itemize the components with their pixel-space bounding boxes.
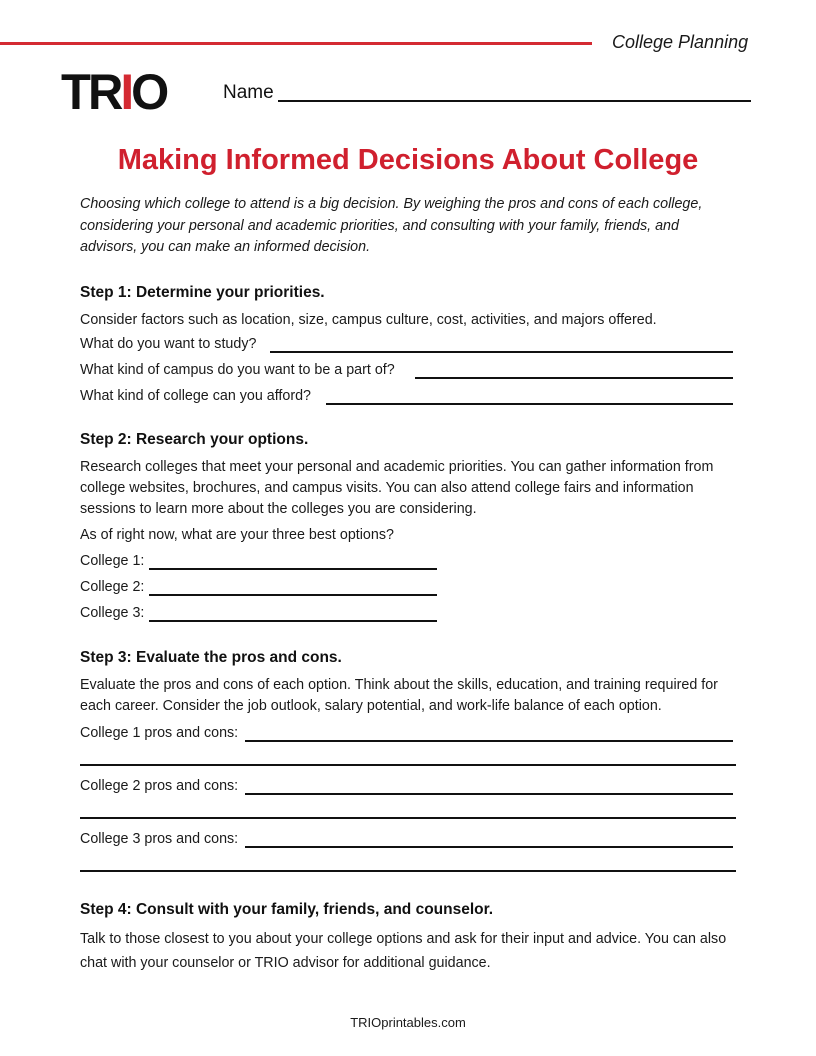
step-4-text: Talk to those closest to you about your college options and ask for their input and advice. You can also chat with your counselor or TRIO advisor for additional guidance.	[80, 931, 727, 971]
step-3-heading: Step 3: Evaluate the pros and cons.	[80, 649, 342, 666]
logo-text-prefix: TR	[61, 64, 121, 120]
college-1-answer-line[interactable]	[149, 568, 437, 570]
college-3-label: College 3:	[80, 605, 145, 621]
college-2-label: College 2:	[80, 579, 145, 595]
college-2-pros-cons-line[interactable]	[245, 793, 733, 795]
college-1-pros-cons-label: College 1 pros and cons:	[80, 725, 239, 741]
college-2-pros-cons-line-2[interactable]	[80, 817, 736, 819]
campus-answer-line[interactable]	[415, 377, 733, 379]
intro-text: Choosing which college to attend is a big decision. By weighing the pros and cons of each college, considering your personal and academic priorities, and consulting with your family, friends, and advisors, you can make an informed decision.	[80, 196, 703, 255]
college-2-pros-cons-label: College 2 pros and cons:	[80, 778, 239, 794]
college-3-answer-line[interactable]	[149, 620, 437, 622]
step-2-text: Research colleges that meet your personal and academic priorities. You can gather information from college websites, brochures, and campus visits. You can also attend college fairs and information sessions to learn more about the colleges you are considering.	[80, 459, 714, 517]
college-3-pros-cons-line-2[interactable]	[80, 870, 736, 872]
step-2-heading: Step 2: Research your options.	[80, 431, 309, 448]
name-field-line[interactable]	[278, 100, 751, 102]
page-title: Making Informed Decisions About College	[117, 144, 699, 176]
category-label: College Planning	[612, 32, 749, 52]
step-1-prompt-afford: What kind of college can you afford?	[80, 388, 312, 404]
college-3-pros-cons-label: College 3 pros and cons:	[80, 831, 239, 847]
footer-site: TRIOprintables.com	[350, 1015, 466, 1030]
step-1-prompt-campus: What kind of campus do you want to be a part of?	[80, 362, 395, 378]
college-2-answer-line[interactable]	[149, 594, 437, 596]
name-label: Name	[223, 82, 274, 103]
college-3-pros-cons-line[interactable]	[245, 846, 733, 848]
step-3-text: Evaluate the pros and cons of each option. Think about the skills, education, and training required for each career. Consider the job outlook, salary potential, and work-life balance of each option.	[80, 677, 718, 714]
header-rule	[0, 42, 592, 45]
logo-text-suffix: O	[131, 64, 167, 120]
step-1-text: Consider factors such as location, size, campus culture, cost, activities, and majors offered.	[80, 312, 657, 328]
step-4-heading: Step 4: Consult with your family, friends, and counselor.	[80, 901, 494, 918]
step-2-question: As of right now, what are your three best options?	[80, 527, 394, 543]
afford-answer-line[interactable]	[326, 403, 733, 405]
step-1-prompt-study: What do you want to study?	[80, 336, 257, 352]
college-1-label: College 1:	[80, 553, 145, 569]
logo-text-accent: I	[120, 64, 132, 120]
trio-logo	[61, 66, 166, 118]
college-1-pros-cons-line[interactable]	[245, 740, 733, 742]
study-answer-line[interactable]	[270, 351, 733, 353]
college-1-pros-cons-line-2[interactable]	[80, 764, 736, 766]
step-1-heading: Step 1: Determine your priorities.	[80, 284, 325, 301]
